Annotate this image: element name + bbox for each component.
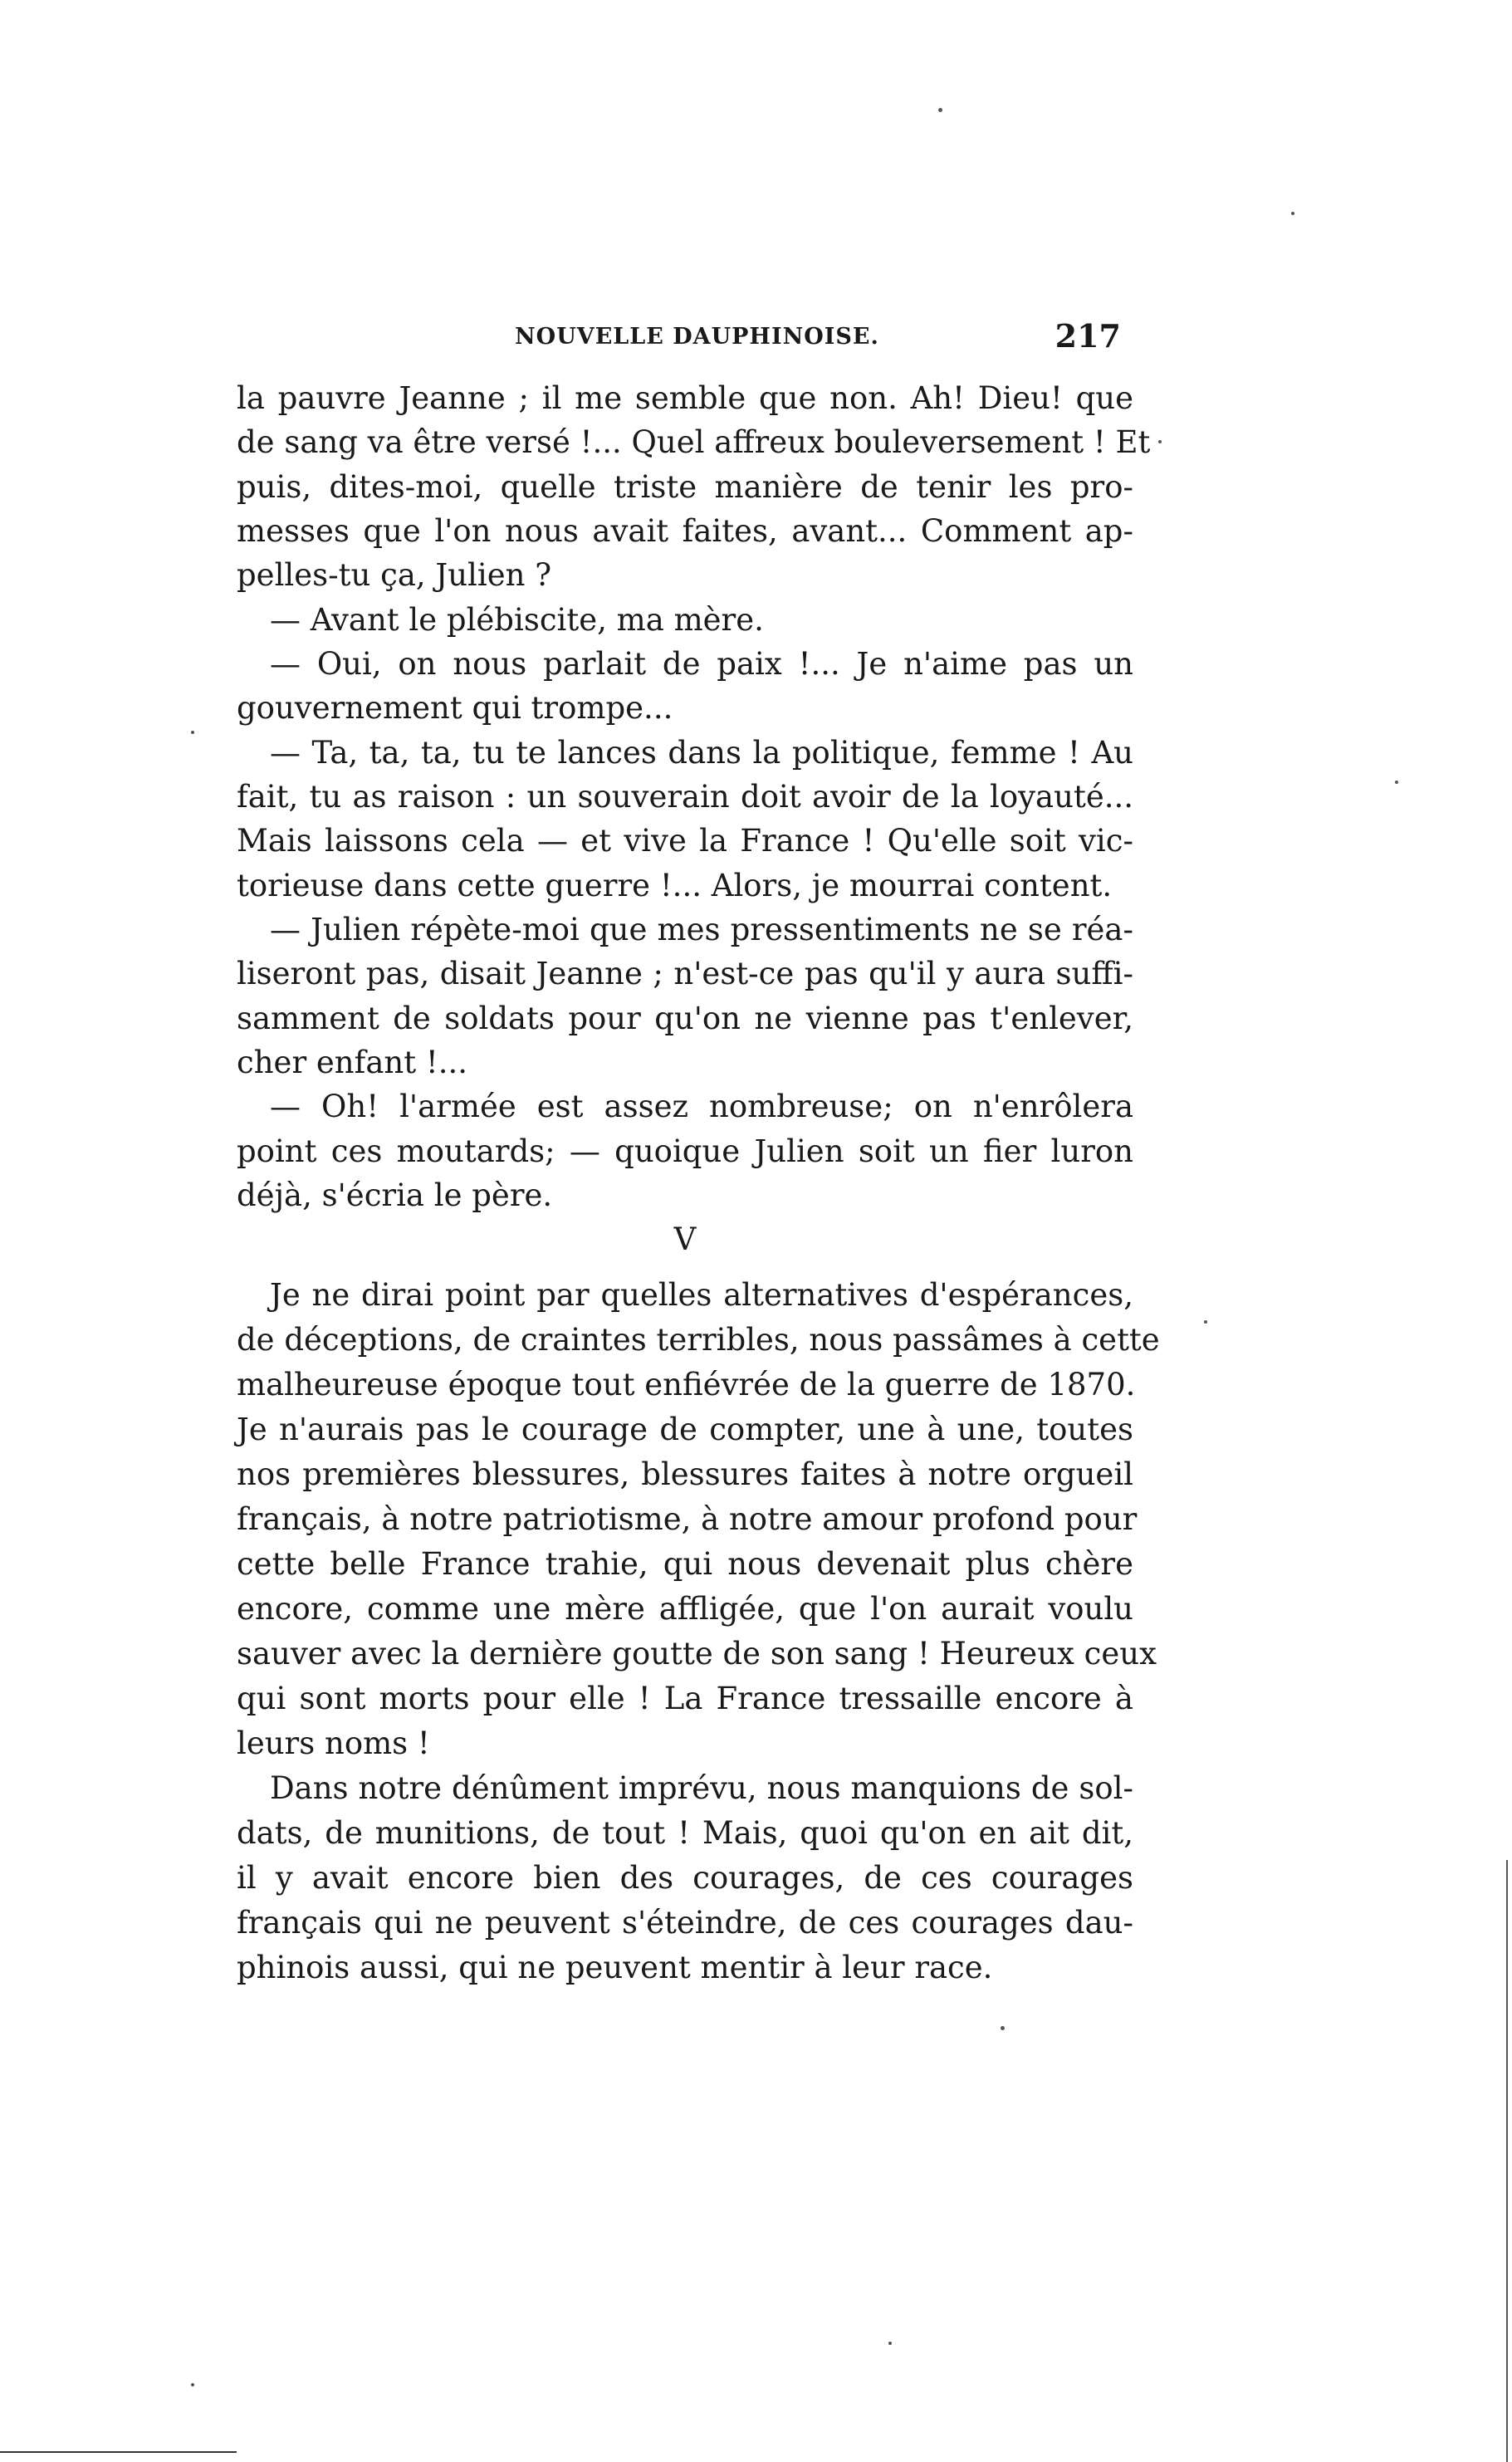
text-line: Je n'aurais pas le courage de compter, une à une, toutes xyxy=(237,1412,1133,1447)
scan-speck xyxy=(1001,2026,1005,2030)
text-line: phinois aussi, qui ne peuvent mentir à leur race. xyxy=(237,1950,993,1985)
scan-speck xyxy=(1291,212,1294,215)
scan-speck xyxy=(1158,440,1162,443)
text-line: français qui ne peuvent s'éteindre, de ces courages dau- xyxy=(237,1905,1133,1941)
text-line: français, à notre patriotisme, à notre amour profond pour xyxy=(237,1501,1138,1537)
text-line: liseront pas, disait Jeanne ; n'est-ce pas qu'il y aura suffi- xyxy=(237,956,1133,991)
text-line: de déceptions, de craintes terribles, nous passâmes à cette xyxy=(237,1322,1160,1358)
running-title: NOUVELLE DAUPHINOISE. xyxy=(515,324,879,350)
right-edge-line xyxy=(1506,1860,1508,2462)
section-heading: V xyxy=(673,1221,697,1257)
text-line: cette belle France trahie, qui nous devenait plus chère xyxy=(237,1546,1133,1582)
text-line: messes que l'on nous avait faites, avant... Comment ap- xyxy=(237,513,1133,549)
text-line: malheureuse époque tout enfiévrée de la guerre de 1870. xyxy=(237,1367,1136,1402)
text-line: la pauvre Jeanne ; il me semble que non. Ah! Dieu! que xyxy=(237,380,1133,416)
text-line: de sang va être versé !... Quel affreux bouleversement ! Et xyxy=(237,424,1151,460)
scan-speck xyxy=(888,2342,892,2345)
text-line: leurs noms ! xyxy=(237,1725,430,1761)
scan-speck xyxy=(1204,1320,1207,1324)
text-line: — Oh! l'armée est assez nombreuse; on n'enrôlera xyxy=(270,1089,1133,1124)
text-line: dats, de munitions, de tout ! Mais, quoi qu'on en ait dit, xyxy=(237,1815,1133,1851)
scan-speck xyxy=(191,2383,194,2386)
text-line: Je ne dirai point par quelles alternatives d'espérances, xyxy=(270,1277,1133,1313)
text-line: torieuse dans cette guerre !... Alors, je mourrai content. xyxy=(237,868,1113,903)
scan-speck xyxy=(938,108,942,112)
scan-speck xyxy=(1395,781,1398,784)
text-line: Mais laissons cela — et vive la France ! Qu'elle soit vic- xyxy=(237,823,1133,859)
text-line: cher enfant !... xyxy=(237,1045,467,1080)
text-line: pelles-tu ça, Julien ? xyxy=(237,557,552,593)
text-line: Dans notre dénûment imprévu, nous manquions de sol- xyxy=(270,1770,1133,1806)
text-line: — Julien répète-moi que mes pressentiments ne se réa- xyxy=(270,912,1133,947)
text-line: fait, tu as raison : un souverain doit avoir de la loyauté... xyxy=(237,779,1133,815)
text-line: — Ta, ta, ta, tu te lances dans la politique, femme ! Au xyxy=(270,735,1133,771)
text-line: — Avant le plébiscite, ma mère. xyxy=(270,602,764,638)
text-line: nos premières blessures, blessures faites à notre orgueil xyxy=(237,1456,1133,1492)
text-line: déjà, s'écria le père. xyxy=(237,1177,553,1213)
text-line: il y avait encore bien des courages, de ces courages xyxy=(237,1860,1133,1896)
text-line: sauver avec la dernière goutte de son sang ! Heureux ceux xyxy=(237,1636,1157,1672)
text-line: gouvernement qui trompe... xyxy=(237,690,673,726)
text-line: point ces moutards; — quoique Julien soit un fier luron xyxy=(237,1133,1133,1169)
text-line: samment de soldats pour qu'on ne vienne pas t'enlever, xyxy=(237,1001,1133,1036)
text-line: — Oui, on nous parlait de paix !... Je n'aime pas un xyxy=(270,646,1133,682)
page-header xyxy=(237,317,1133,359)
text-line: qui sont morts pour elle ! La France tressaille encore à xyxy=(237,1681,1133,1716)
page-number: 217 xyxy=(1054,317,1121,355)
bottom-left-rule xyxy=(0,2451,237,2453)
text-line: encore, comme une mère affligée, que l'on aurait voulu xyxy=(237,1591,1133,1627)
text-line: puis, dites-moi, quelle triste manière de tenir les pro- xyxy=(237,469,1133,505)
scan-speck xyxy=(191,731,194,734)
